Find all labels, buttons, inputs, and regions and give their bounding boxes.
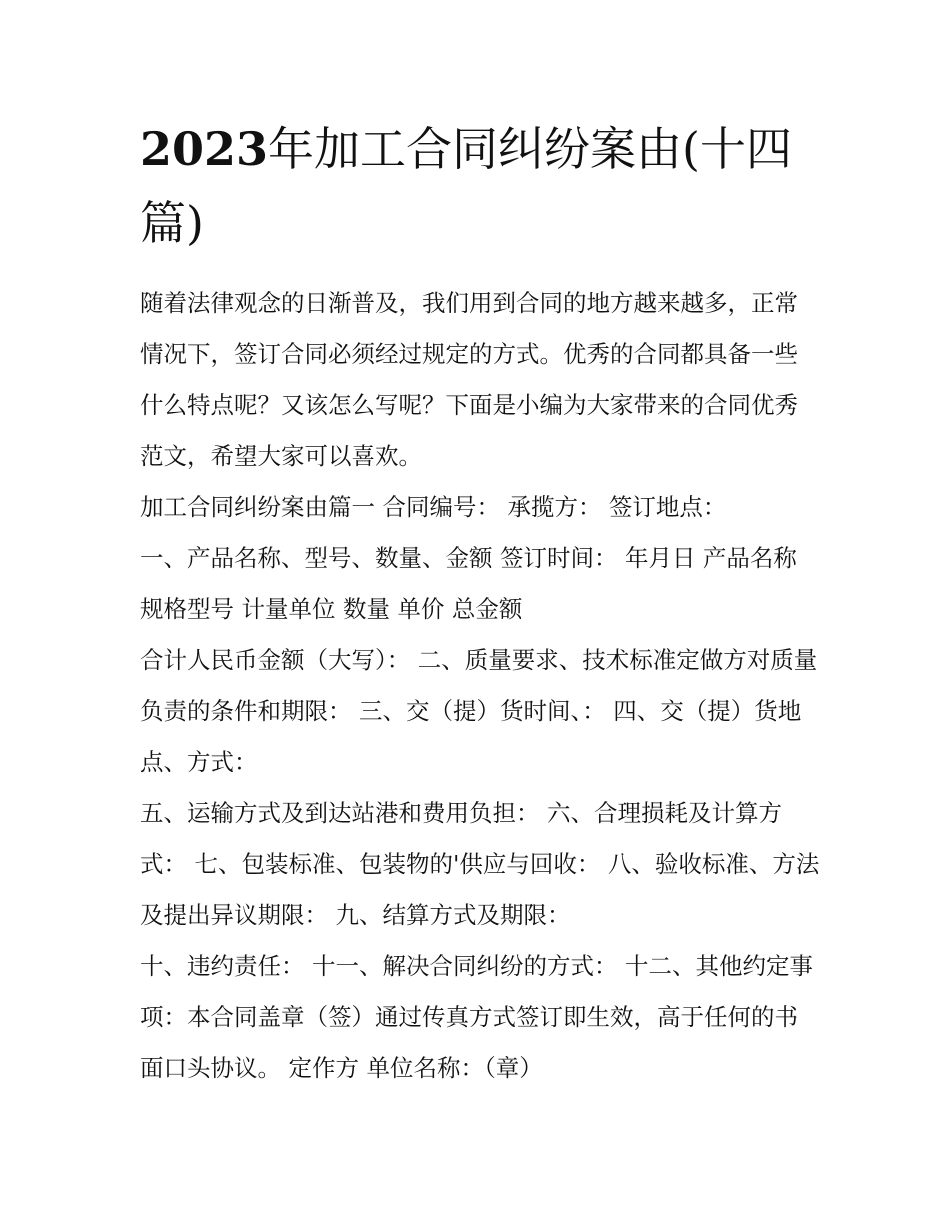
document-page: [140, 0, 820, 1094]
document-body: [140, 278, 820, 1094]
document-title: [140, 0, 820, 260]
liability-section-paragraph: 十、违约责任： 十一、解决合同纠纷的方式： 十二、其他约定事项：本合同盖章（签）通过传真方式签订即生效，高于任何的书面口头协议。 定作方 单位名称：（章）: [140, 952, 813, 1082]
product-section-paragraph: 一、产品名称、型号、数量、金额 签订时间： 年月日 产品名称 规格型号 计量单位 数量 单价 总金额: [140, 544, 797, 623]
contract-header-paragraph: 加工合同纠纷案由篇一 合同编号： 承揽方： 签订地点：: [140, 493, 727, 521]
title-text: 年加工合同纠纷案由(十四篇): [140, 122, 792, 250]
transport-section-paragraph: 五、运输方式及到达站港和费用负担： 六、合理损耗及计算方式： 七、包装标准、包装物的'供应与回收： 八、验收标准、方法及提出异议期限： 九、结算方式及期限：: [140, 799, 820, 929]
intro-paragraph: 随着法律观念的日渐普及，我们用到合同的地方越来越多，正常情况下，签订合同必须经过规定的方式。优秀的合同都具备一些什么特点呢？又该怎么写呢？下面是小编为大家带来的合同优秀范文，希望大家可以喜欢。: [140, 289, 798, 470]
quality-section-paragraph: 合计人民币金额（大写）： 二、质量要求、技术标准定做方对质量负责的条件和期限： 三、交（提）货时间、： 四、交（提）货地点、方式：: [140, 646, 818, 776]
title-year: 2023: [140, 122, 269, 176]
